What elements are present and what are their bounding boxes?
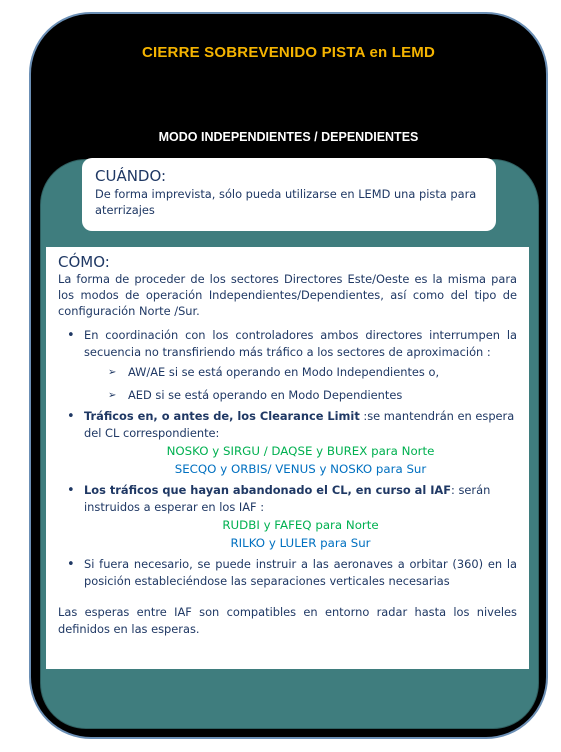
cl-north-fixes: NOSKO y SIRGU / DAQSE y BUREX para Norte	[166, 444, 435, 458]
bullet-iaf-rest: : serán instruidos a esperar en los IAF :	[84, 483, 491, 514]
list-item	[58, 327, 517, 404]
iaf-south-fixes: RILKO y LULER para Sur	[230, 536, 371, 550]
bullet-clearance-limit-rest: :se mantendrán en espera del CL correspondiente:	[84, 409, 515, 440]
mode-subtitle: MODO INDEPENDIENTES / DEPENDIENTES	[158, 130, 419, 144]
list-item	[58, 408, 517, 478]
bullet-orbit-text: • Si fuera necesario, se puede instruir a las aeronaves a orbitar (360) en la posición estableciéndose las separaciones verticales necesarias	[84, 557, 517, 588]
cl-south-fixes: SECQO y ORBIS/ VENUS y NOSKO para Sur	[174, 462, 427, 476]
como-box	[46, 247, 529, 669]
cuando-text: De forma imprevista, sólo pueda utilizarse en LEMD una pista para aterrizajes	[95, 187, 477, 217]
procedure-list	[58, 327, 517, 590]
como-heading: CÓMO:	[58, 253, 110, 271]
closing-note: Las esperas entre IAF son compatibles en entorno radar hasta los niveles definidos en las esperas.	[58, 605, 517, 636]
list-item	[58, 482, 517, 552]
iaf-north-fixes: RUDBI y FAFEQ para Norte	[222, 518, 379, 532]
como-intro: La forma de proceder de los sectores Directores Este/Oeste es la misma para los modos de operación Independientes/Dependientes, así como del tipo de configuración Norte /Sur.	[58, 272, 517, 318]
cuando-heading: CUÁNDO:	[95, 167, 167, 185]
sublist-item-aw-ae: ➢ AW/AE si se está operando en Modo Independientes o,	[84, 364, 517, 381]
bullet-coordination-text: • En coordinación con los controladores ambos directores interrumpen la secuencia no transfiriendo más tráfico a los sectores de aproximación :	[84, 328, 517, 359]
list-item	[58, 556, 517, 590]
mode-sublist	[84, 364, 517, 404]
bullet-clearance-limit-bold: Tráficos en, o antes de, los Clearance Limit	[84, 409, 360, 423]
page-title: CIERRE SOBREVENIDO PISTA en LEMD	[141, 44, 436, 61]
bullet-iaf-bold: Los tráficos que hayan abandonado el CL, en curso al IAF	[84, 483, 452, 497]
sublist-item-aed: ➢ AED si se está operando en Modo Dependientes	[84, 387, 517, 404]
cuando-box	[82, 158, 496, 231]
